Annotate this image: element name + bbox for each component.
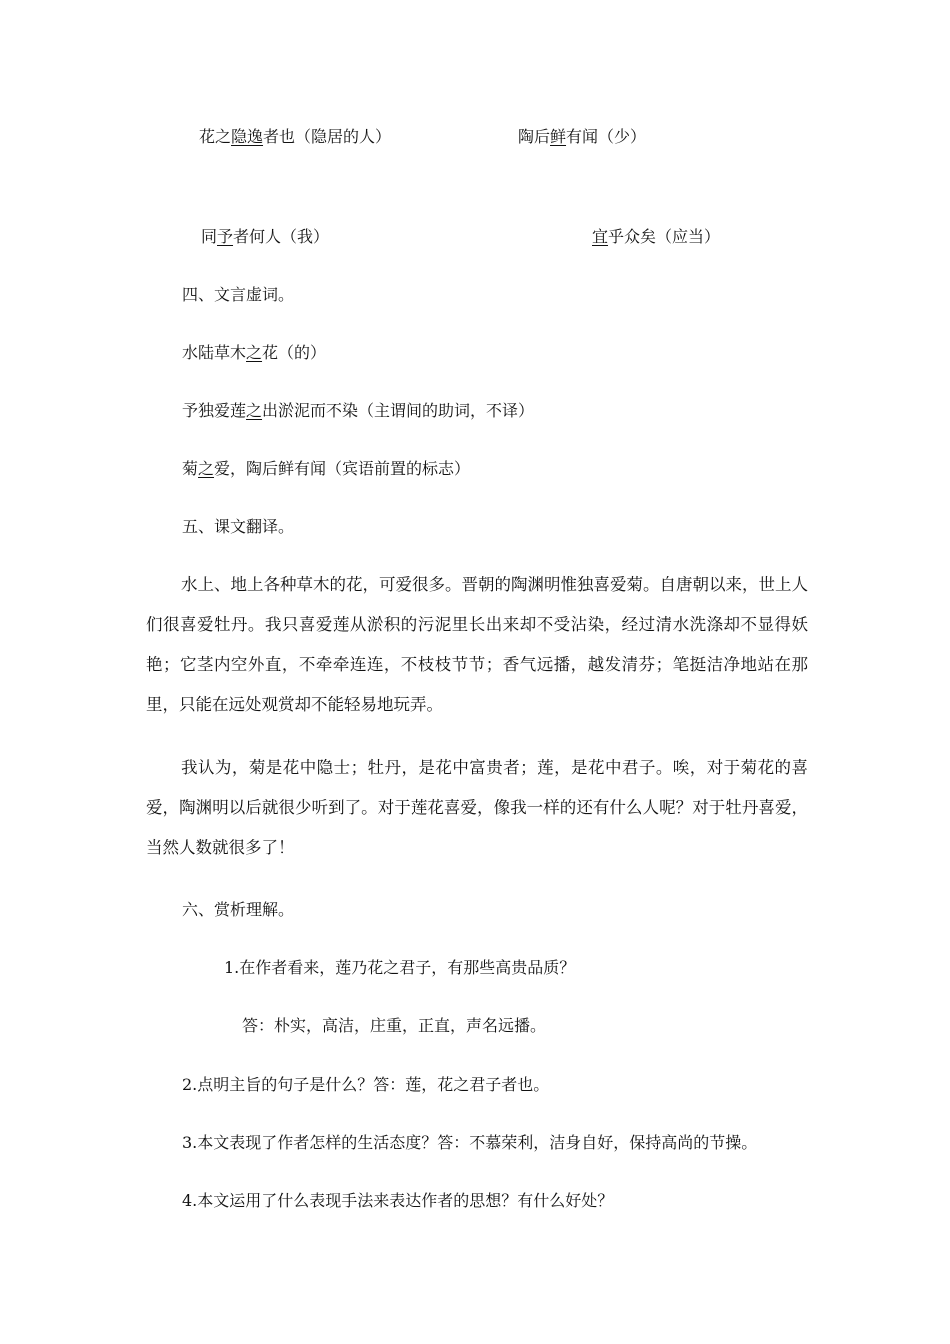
vocab-row2-right <box>592 227 720 247</box>
section5-heading: 五、课文翻译。 <box>182 517 295 536</box>
vocab-word: 鲜 <box>550 127 567 146</box>
vocab-post: 乎众矣（应当） <box>608 227 721 246</box>
question-1: 1.在作者看来，莲乃花之君子，有那些高贵品质？ <box>224 958 576 977</box>
translation-paragraph-2: 我认为，菊是花中隐士；牡丹，是花中富贵者；莲，是花中君子。唉，对于菊花的喜爱，陶渊明以后就很少听到了。对于莲花喜爱，像我一样的还有什么人呢？对于牡丹喜爱，当然人数就很多了！ <box>146 758 808 857</box>
particle-item-2 <box>182 401 534 421</box>
vocab-row1-left <box>199 127 391 147</box>
particle-post: 爱，陶后鲜有闻（宾语前置的标志） <box>214 459 471 478</box>
particle-item-3 <box>182 459 470 479</box>
vocab-row2-left <box>201 227 329 247</box>
particle-post: 花（的） <box>262 343 327 362</box>
question-4: 4.本文运用了什么表现手法来表达作者的思想？有什么好处？ <box>182 1191 614 1210</box>
vocab-pre: 陶后 <box>518 127 551 146</box>
particle-post: 出淤泥而不染（主谓间的助词，不译） <box>262 401 535 420</box>
particle-pre: 予独爱莲 <box>182 401 247 420</box>
particle-item-1 <box>182 343 326 363</box>
vocab-word: 宜 <box>592 227 609 246</box>
particle-word: 之 <box>246 401 263 420</box>
section6-heading: 六、赏析理解。 <box>182 900 295 919</box>
vocab-pre: 花之 <box>199 127 232 146</box>
answer-1: 答：朴实，高洁，庄重，正直，声名远播。 <box>242 1016 547 1035</box>
particle-word: 之 <box>198 459 215 478</box>
translation-paragraph-1: 水上、地上各种草木的花，可爱很多。晋朝的陶渊明惟独喜爱菊。自唐朝以来，世上人们很喜爱牡丹。我只喜爱莲从淤积的污泥里长出来却不受沾染，经过清水洗涤却不显得妖艳；它茎内空外直，不牵牵连连，不枝枝节节；香气远播，越发清芬；笔挺洁净地站在那里，只能在远处观赏却不能轻易地玩弄。 <box>146 575 808 714</box>
vocab-post: 者也（隐居的人） <box>263 127 392 146</box>
particle-pre: 水陆草木 <box>182 343 247 362</box>
section4-heading: 四、文言虚词。 <box>182 285 295 304</box>
vocab-row1-right <box>518 127 646 147</box>
question-2: 2.点明主旨的句子是什么？答：莲，花之君子者也。 <box>182 1075 550 1094</box>
vocab-post: 者何人（我） <box>233 227 330 246</box>
particle-pre: 菊 <box>182 459 199 478</box>
vocab-post: 有闻（少） <box>566 127 647 146</box>
vocab-word: 予 <box>217 227 234 246</box>
particle-word: 之 <box>246 343 263 362</box>
vocab-pre: 同 <box>201 227 218 246</box>
question-3: 3.本文表现了作者怎样的生活态度？答：不慕荣利，洁身自好，保持高尚的节操。 <box>182 1133 758 1152</box>
vocab-word: 隐逸 <box>231 127 264 146</box>
